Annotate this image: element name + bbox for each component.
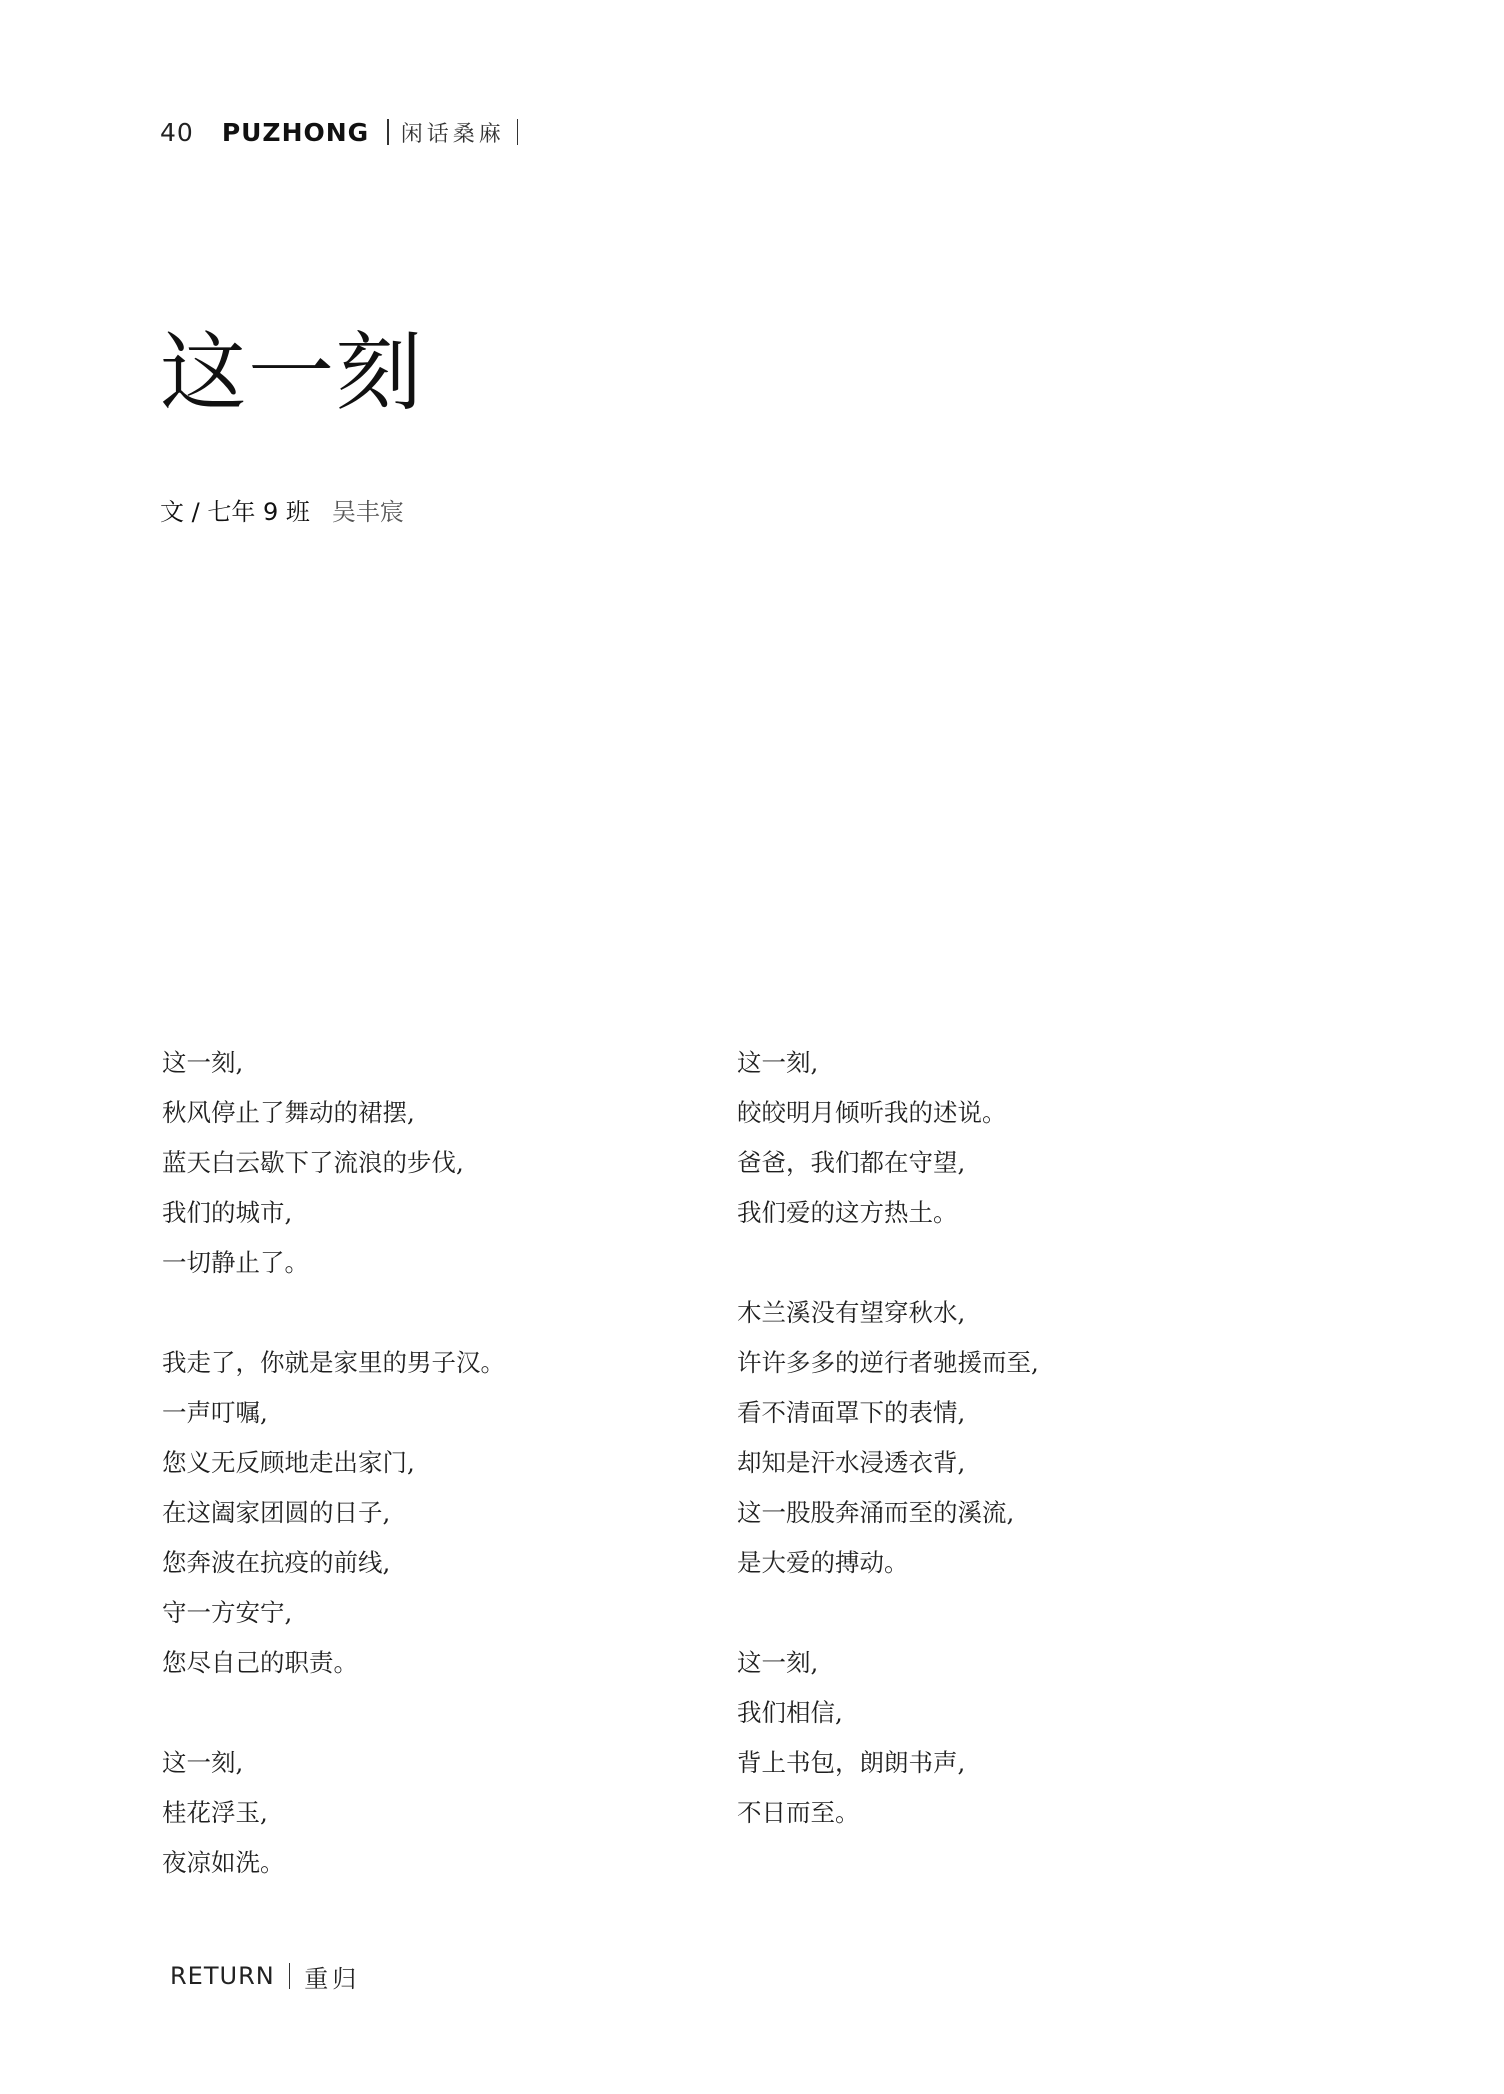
- poem-line: 一切静止了。: [162, 1248, 309, 1277]
- stanza: [737, 1288, 1297, 1588]
- poem-line: 您义无反顾地走出家门,: [162, 1448, 415, 1477]
- magazine-brand: PUZHONG: [221, 117, 370, 147]
- poem-line: 我们爱的这方热土。: [737, 1198, 958, 1227]
- poem-line: 守一方安宁,: [162, 1598, 293, 1627]
- poem-line: 我们相信,: [737, 1698, 843, 1727]
- poem-line: 夜凉如洗。: [162, 1848, 285, 1877]
- stanza: [737, 1038, 1297, 1238]
- poem-line: 不日而至。: [737, 1798, 860, 1827]
- poem-line: 我走了，你就是家里的男子汉。: [162, 1348, 505, 1377]
- poem-line: 木兰溪没有望穿秋水,: [737, 1298, 966, 1327]
- stanza: [162, 1338, 722, 1688]
- poem-line: 您奔波在抗疫的前线,: [162, 1548, 391, 1577]
- header-divider-right: [517, 119, 519, 145]
- poem-line: 是大爱的搏动。: [737, 1548, 909, 1577]
- author-name: 吴丰宸: [331, 498, 404, 526]
- poem-line: 却知是汗水浸透衣背,: [737, 1448, 966, 1477]
- poem-line: 背上书包，朗朗书声,: [737, 1748, 966, 1777]
- poem-line: 爸爸，我们都在守望,: [737, 1148, 966, 1177]
- byline: [160, 492, 404, 527]
- poem-line: 您尽自己的职责。: [162, 1648, 358, 1677]
- poem-line: 看不清面罩下的表情,: [737, 1398, 966, 1427]
- poem-column-right: [737, 1038, 1297, 1888]
- poem-line: 桂花浮玉,: [162, 1798, 268, 1827]
- poem-column-left: [162, 1038, 722, 1938]
- poem-line: 秋风停止了舞动的裙摆,: [162, 1098, 415, 1127]
- running-footer: [170, 1958, 360, 1994]
- stanza: [162, 1038, 722, 1288]
- poem-line: 这一刻,: [737, 1048, 819, 1077]
- section-name: 闲话桑麻: [400, 121, 505, 147]
- footer-divider: [289, 1963, 291, 1989]
- poem-line: 许许多多的逆行者驰援而至,: [737, 1348, 1039, 1377]
- byline-label: 文 / 七年 9 班: [160, 498, 310, 526]
- poem-line: 这一刻,: [162, 1048, 244, 1077]
- poem-line: 我们的城市,: [162, 1198, 293, 1227]
- running-header: [160, 112, 518, 152]
- article-title: 这一刻: [160, 323, 424, 423]
- poem-line: 这一刻,: [162, 1748, 244, 1777]
- poem-line: 蓝天白云歇下了流浪的步伐,: [162, 1148, 464, 1177]
- page-number: 40: [160, 117, 194, 147]
- stanza: [737, 1638, 1297, 1838]
- footer-label-en: RETURN: [170, 1962, 275, 1990]
- poem-line: 皎皎明月倾听我的述说。: [737, 1098, 1007, 1127]
- poem-line: 这一刻,: [737, 1648, 819, 1677]
- poem-line: 在这阖家团圆的日子,: [162, 1498, 391, 1527]
- footer-label-cn: 重归: [304, 1964, 361, 1993]
- header-divider-left: [387, 119, 389, 145]
- stanza: [162, 1738, 722, 1888]
- poem-line: 这一股股奔涌而至的溪流,: [737, 1498, 1015, 1527]
- poem-line: 一声叮嘱,: [162, 1398, 268, 1427]
